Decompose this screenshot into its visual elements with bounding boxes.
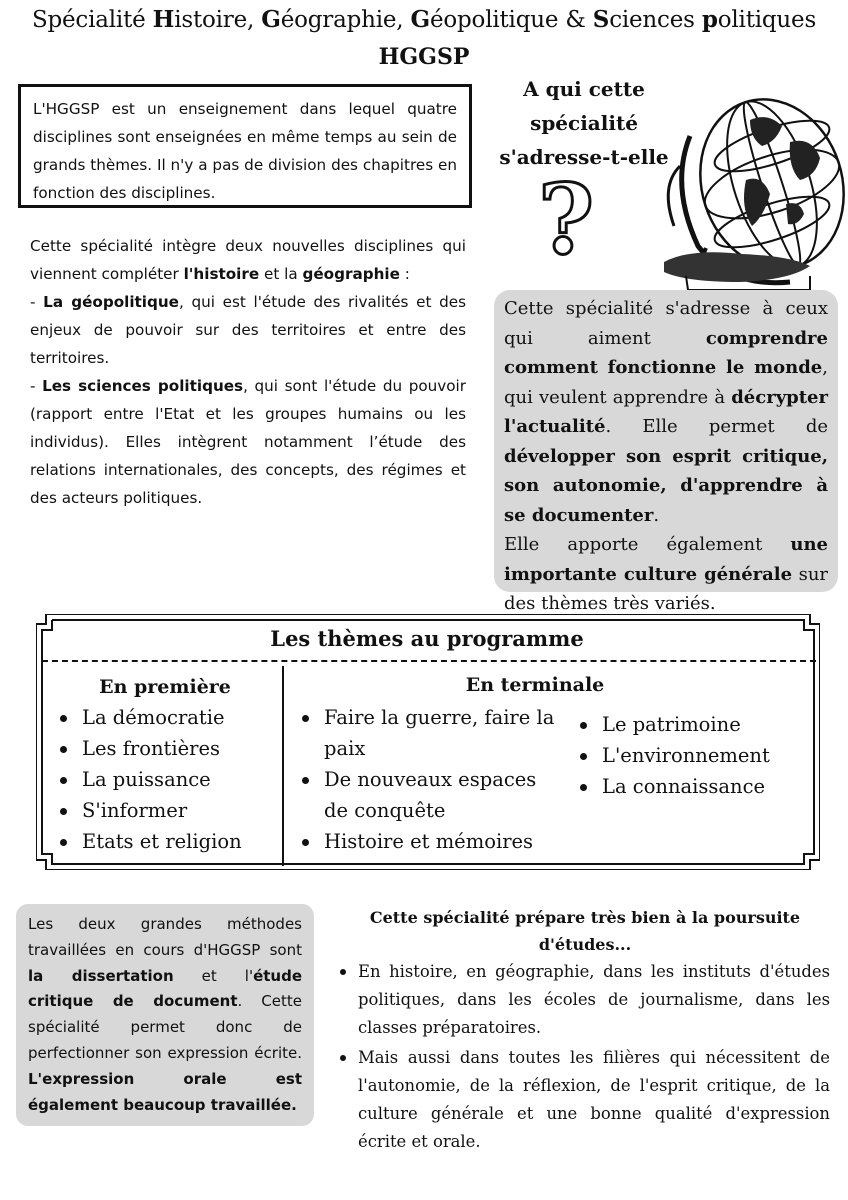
bold-text: La géopolitique bbox=[43, 293, 179, 311]
bold-text: étude critique de document bbox=[28, 966, 303, 1011]
premiere-title: En première bbox=[99, 676, 231, 698]
title-text: éopolitique & bbox=[429, 7, 593, 33]
title-text: ciences bbox=[609, 7, 702, 33]
title-text: éographie, bbox=[280, 7, 411, 33]
bold-text: comprendre comment fonctionne le monde bbox=[504, 327, 828, 378]
intro-text: L'HGGSP est un enseignement dans lequel quatre disciplines sont enseignées en même temps au sein de grands thèmes. Il n'y a pas de division des chapitres en fonction des disciplines. bbox=[33, 100, 457, 202]
poursuite-title: Cette spécialité prépare très bien à la poursuite d'études... bbox=[369, 908, 801, 954]
list-item: Etats et religion bbox=[54, 826, 280, 857]
disciplines-intro bbox=[30, 232, 466, 288]
page-title bbox=[0, 6, 848, 33]
title-text: istoire, bbox=[174, 7, 262, 33]
bold-text: la dissertation bbox=[28, 966, 174, 985]
list-item: En histoire, en géographie, dans les instituts d'études politiques, dans les écoles de journalisme, dans les classes préparatoires. bbox=[336, 958, 830, 1042]
text: . Cette spécialité permet donc de perfectionner son expression écrite. bbox=[28, 992, 303, 1062]
title-text: olitiques bbox=[717, 7, 817, 33]
text: . Elle permet de bbox=[605, 416, 828, 437]
disciplines-text bbox=[30, 232, 466, 512]
text: sur des thèmes très variés. bbox=[504, 563, 829, 614]
question-mark-icon: ? bbox=[538, 163, 595, 276]
discipline-sciences-politiques bbox=[30, 372, 466, 512]
text: . bbox=[653, 504, 660, 526]
text: Cette spécialité intègre deux nouvelles disciplines qui viennent compléter bbox=[30, 237, 466, 283]
list-item: L'environnement bbox=[574, 740, 814, 771]
text: Elle apporte également bbox=[504, 534, 791, 555]
terminale-title: En terminale bbox=[465, 674, 605, 696]
list-item: S'informer bbox=[54, 795, 280, 826]
terminale-list-right bbox=[574, 709, 814, 802]
text: : bbox=[399, 265, 410, 283]
title-letter: S bbox=[592, 6, 610, 33]
title-letter: p bbox=[701, 6, 718, 33]
programme-title: Les thèmes au programme bbox=[270, 626, 584, 651]
bold-text: une importante culture générale bbox=[504, 534, 828, 585]
list-item: La connaissance bbox=[574, 771, 814, 802]
list-item: Les frontières bbox=[54, 733, 280, 764]
text: - bbox=[30, 293, 44, 311]
bold-text: décrypter l'actualité bbox=[504, 386, 828, 437]
audience-question: A qui cette spécialité s'adresse-t-elle bbox=[499, 77, 669, 169]
premiere-list bbox=[54, 702, 280, 857]
text: Cette spécialité s'adresse à ceux qui aiment bbox=[504, 298, 828, 349]
text: - bbox=[30, 377, 43, 395]
bold-text: l'histoire bbox=[183, 265, 260, 283]
divider bbox=[42, 660, 816, 662]
page-subtitle: HGGSP bbox=[378, 44, 470, 70]
intro-box bbox=[18, 84, 472, 208]
audience-box bbox=[494, 290, 838, 614]
list-item: Le patrimoine bbox=[574, 709, 814, 740]
globe-icon bbox=[650, 76, 846, 296]
list-item: La puissance bbox=[54, 764, 280, 795]
poursuite-list bbox=[336, 958, 830, 1158]
title-letter: G bbox=[261, 6, 281, 33]
column-divider bbox=[282, 666, 284, 866]
list-item: Histoire et mémoires bbox=[296, 826, 566, 857]
list-item: De nouveaux espaces de conquête bbox=[296, 764, 566, 826]
title-letter: G bbox=[410, 6, 430, 33]
text: , qui est l'étude des rivalités et des enjeux de pouvoir sur des territoires et entre des territoires. bbox=[30, 293, 466, 367]
bold-text: Les sciences politiques bbox=[42, 377, 244, 395]
text: , qui veulent apprendre à bbox=[504, 357, 828, 408]
title-letter: H bbox=[152, 6, 175, 33]
list-item: Mais aussi dans toutes les filières qui nécessitent de l'autonomie, de la réflexion, de l'esprit critique, de la culture générale et une bonne qualité d'expression écrite et orale. bbox=[336, 1044, 830, 1156]
title-text: Spécialité bbox=[31, 7, 153, 33]
list-item: La démocratie bbox=[54, 702, 280, 733]
terminale-list-left bbox=[296, 702, 566, 857]
methods-box bbox=[16, 904, 314, 1126]
bold-text: géographie bbox=[302, 265, 400, 283]
text: et l' bbox=[173, 966, 254, 985]
discipline-geopolitique bbox=[30, 288, 466, 372]
text: et la bbox=[259, 265, 303, 283]
text: Les deux grandes méthodes travaillées en cours d'HGGSP sont bbox=[28, 915, 302, 959]
bold-text: L'expression orale est également beaucoup travaillée. bbox=[28, 1069, 302, 1114]
list-item: Faire la guerre, faire la paix bbox=[296, 702, 566, 764]
text: , qui sont l'étude du pouvoir (rapport entre l'Etat et les groupes humains ou les individus). Elles intègrent notamment l’étude des relations internationales, des concepts, des régimes et des acteurs politiques. bbox=[30, 377, 467, 507]
bold-text: développer son esprit critique, son autonomie, d'apprendre à se documenter bbox=[504, 445, 828, 526]
